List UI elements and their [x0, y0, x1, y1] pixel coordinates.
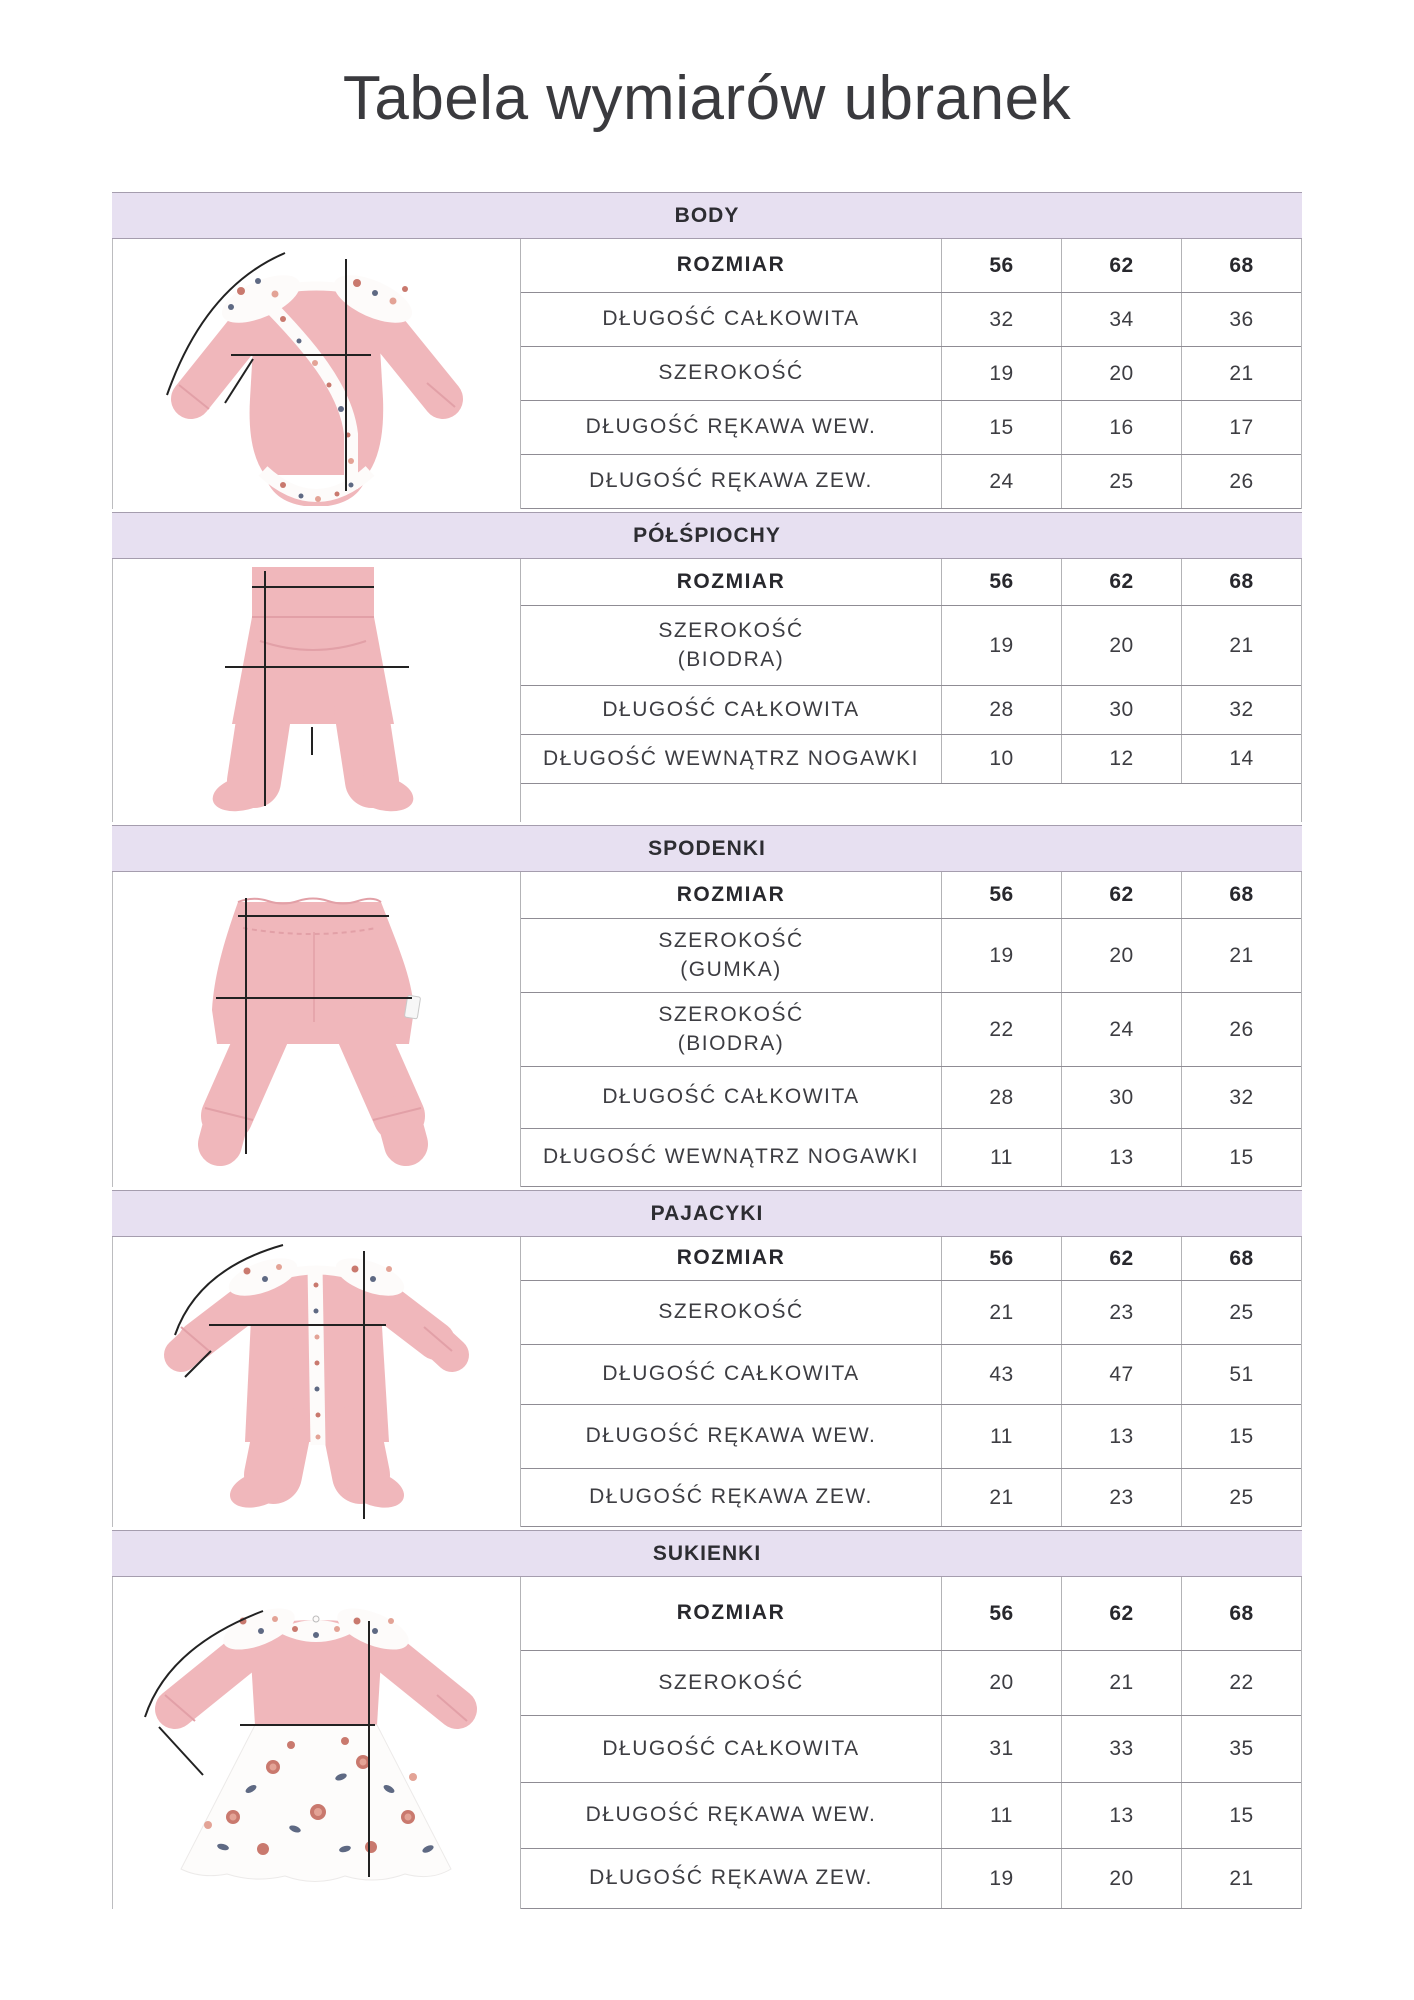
size-value: 62 [1061, 1237, 1181, 1280]
size-value: 56 [941, 1237, 1061, 1280]
measurement-label [521, 1783, 941, 1848]
size-value: 62 [1061, 559, 1181, 605]
measurement-label [521, 1129, 941, 1186]
table-row [521, 919, 1301, 993]
measurement-label [521, 993, 941, 1066]
measurements-table-spodenki [521, 872, 1301, 1187]
size-value: 13 [1061, 1783, 1181, 1848]
size-value: 23 [1061, 1469, 1181, 1526]
measurement-label [521, 919, 941, 992]
table-row [521, 1716, 1301, 1783]
size-value: 26 [1181, 455, 1301, 508]
size-value: 33 [1061, 1716, 1181, 1782]
measurement-label-subtext: (BIODRA) [677, 1031, 785, 1055]
measurements-table-polspiochy [521, 559, 1301, 822]
table-row [521, 1281, 1301, 1345]
table-row [521, 993, 1301, 1067]
table-row [521, 559, 1301, 606]
romper-illustration [113, 1237, 520, 1527]
measurement-label-text: DŁUGOŚĆ RĘKAWA WEW. [585, 415, 877, 439]
bodysuit-illustration [113, 239, 520, 509]
measurement-label-text: DŁUGOŚĆ RĘKAWA WEW. [585, 1424, 877, 1448]
product-photo-polspiochy [113, 559, 521, 822]
measurement-label-text: DŁUGOŚĆ WEWNĄTRZ NOGAWKI [543, 746, 919, 770]
measurement-label-text: ROZMIAR [676, 569, 786, 593]
table-row [521, 1783, 1301, 1849]
size-value: 24 [941, 455, 1061, 508]
size-value: 15 [941, 401, 1061, 454]
table-row [521, 1849, 1301, 1909]
size-value: 68 [1181, 872, 1301, 918]
size-value: 11 [941, 1129, 1061, 1186]
table-row [521, 401, 1301, 455]
size-value: 11 [941, 1783, 1061, 1848]
table-row [521, 1651, 1301, 1716]
size-value: 51 [1181, 1345, 1301, 1404]
measurement-label-text: SZEROKOŚĆ [658, 619, 804, 643]
footed-pants-illustration [113, 559, 520, 822]
size-value: 30 [1061, 1067, 1181, 1128]
measurement-label [521, 1469, 941, 1526]
dress-illustration [113, 1577, 520, 1909]
size-value: 28 [941, 1067, 1061, 1128]
page-title: Tabela wymiarów ubranek [342, 64, 1072, 133]
measurement-label-text: DŁUGOŚĆ RĘKAWA WEW. [585, 1803, 877, 1827]
measurement-label [521, 872, 941, 918]
size-value: 21 [1181, 919, 1301, 992]
table-row [521, 455, 1301, 509]
measurement-label-text: SZEROKOŚĆ [658, 929, 804, 953]
size-value: 15 [1181, 1783, 1301, 1848]
measurement-label-text: ROZMIAR [676, 1246, 786, 1270]
measurement-label-text: DŁUGOŚĆ RĘKAWA ZEW. [589, 469, 873, 493]
size-value: 32 [941, 293, 1061, 346]
section-spodenki [112, 825, 1302, 1187]
table-row [521, 735, 1301, 784]
size-value: 24 [1061, 993, 1181, 1066]
measurements-table-body [521, 239, 1301, 509]
size-value: 26 [1181, 993, 1301, 1066]
measurement-label-text: DŁUGOŚĆ CAŁKOWITA [602, 1085, 860, 1109]
measurement-label [521, 1345, 941, 1404]
section-title: SPODENKI [648, 836, 766, 860]
table-row [521, 1405, 1301, 1469]
section-header-polspiochy [112, 512, 1302, 559]
size-value: 36 [1181, 293, 1301, 346]
size-value: 20 [1061, 606, 1181, 685]
section-polspiochy [112, 512, 1302, 822]
measurement-label [521, 1849, 941, 1908]
size-value: 62 [1061, 239, 1181, 292]
section-header-body [112, 192, 1302, 239]
size-value: 68 [1181, 1577, 1301, 1650]
measurement-label-text: ROZMIAR [676, 1601, 786, 1625]
size-value: 20 [1061, 1849, 1181, 1908]
measurement-label [521, 1405, 941, 1468]
measurement-label [521, 1651, 941, 1715]
table-row [521, 686, 1301, 735]
section-content-polspiochy [112, 559, 1302, 822]
size-value: 30 [1061, 686, 1181, 734]
section-title: PÓŁŚPIOCHY [633, 523, 781, 547]
section-content-pajacyki [112, 1237, 1302, 1527]
section-header-spodenki [112, 825, 1302, 872]
size-value: 21 [941, 1469, 1061, 1526]
section-content-body [112, 239, 1302, 509]
table-row [521, 347, 1301, 401]
measurements-table-pajacyki [521, 1237, 1301, 1527]
size-value: 62 [1061, 1577, 1181, 1650]
table-row [521, 1345, 1301, 1405]
size-value: 15 [1181, 1129, 1301, 1186]
measurement-label-subtext: (GUMKA) [680, 957, 782, 981]
size-value: 15 [1181, 1405, 1301, 1468]
measurement-label [521, 686, 941, 734]
table-row [521, 293, 1301, 347]
section-title: BODY [674, 203, 740, 227]
measurement-label [521, 293, 941, 346]
size-value: 56 [941, 1577, 1061, 1650]
measurement-label [521, 735, 941, 783]
measurement-label-text: DŁUGOŚĆ CAŁKOWITA [602, 307, 860, 331]
measurement-label [521, 1067, 941, 1128]
measurement-label [521, 606, 941, 685]
size-value: 19 [941, 919, 1061, 992]
size-value: 19 [941, 606, 1061, 685]
size-value: 23 [1061, 1281, 1181, 1344]
size-value: 10 [941, 735, 1061, 783]
measurement-label-text: SZEROKOŚĆ [658, 1003, 804, 1027]
size-value: 21 [1181, 606, 1301, 685]
size-value: 56 [941, 872, 1061, 918]
measurement-label-text: SZEROKOŚĆ [658, 1670, 804, 1694]
section-body [112, 192, 1302, 509]
product-photo-sukienki [113, 1577, 521, 1909]
size-value: 22 [941, 993, 1061, 1066]
size-value: 19 [941, 347, 1061, 400]
product-photo-body [113, 239, 521, 509]
size-value: 25 [1181, 1281, 1301, 1344]
table-row [521, 872, 1301, 919]
size-value: 43 [941, 1345, 1061, 1404]
measurement-label [521, 1716, 941, 1782]
size-value: 21 [941, 1281, 1061, 1344]
measurement-label-text: DŁUGOŚĆ WEWNĄTRZ NOGAWKI [543, 1145, 919, 1169]
size-value: 17 [1181, 401, 1301, 454]
size-value: 16 [1061, 401, 1181, 454]
measurement-label-text: SZEROKOŚĆ [658, 361, 804, 385]
table-row [521, 606, 1301, 686]
size-value: 20 [1061, 347, 1181, 400]
size-value: 62 [1061, 872, 1181, 918]
measurement-label-text: ROZMIAR [676, 882, 786, 906]
product-photo-spodenki [113, 872, 521, 1187]
measurement-label-text: DŁUGOŚĆ CAŁKOWITA [602, 1362, 860, 1386]
section-pajacyki [112, 1190, 1302, 1527]
size-value: 68 [1181, 1237, 1301, 1280]
size-value: 19 [941, 1849, 1061, 1908]
harem-pants-illustration [113, 872, 520, 1187]
measurement-label-subtext: (BIODRA) [677, 647, 785, 671]
table-row [521, 239, 1301, 293]
table-row [521, 1469, 1301, 1527]
size-value: 28 [941, 686, 1061, 734]
section-title: SUKIENKI [652, 1541, 762, 1565]
size-value: 32 [1181, 686, 1301, 734]
size-value: 22 [1181, 1651, 1301, 1715]
size-value: 21 [1061, 1651, 1181, 1715]
size-value: 25 [1181, 1469, 1301, 1526]
measurements-table-sukienki [521, 1577, 1301, 1909]
measurement-label [521, 1577, 941, 1650]
table-row [521, 1577, 1301, 1651]
measurement-label-text: SZEROKOŚĆ [658, 1300, 804, 1324]
section-header-sukienki [112, 1530, 1302, 1577]
size-value: 25 [1061, 455, 1181, 508]
size-value: 35 [1181, 1716, 1301, 1782]
size-value: 47 [1061, 1345, 1181, 1404]
measurement-label [521, 347, 941, 400]
size-value: 21 [1181, 347, 1301, 400]
measurement-label-text: DŁUGOŚĆ RĘKAWA ZEW. [589, 1866, 873, 1890]
size-value: 11 [941, 1405, 1061, 1468]
measurement-label-text: DŁUGOŚĆ RĘKAWA ZEW. [589, 1485, 873, 1509]
measurement-label [521, 1281, 941, 1344]
measurement-label [521, 455, 941, 508]
section-sukienki [112, 1530, 1302, 1909]
measurement-label [521, 401, 941, 454]
size-value: 68 [1181, 559, 1301, 605]
size-chart [112, 192, 1302, 1909]
size-value: 14 [1181, 735, 1301, 783]
measurement-label [521, 559, 941, 605]
section-content-sukienki [112, 1577, 1302, 1909]
size-value: 13 [1061, 1405, 1181, 1468]
table-row [521, 1129, 1301, 1187]
size-value: 21 [1181, 1849, 1301, 1908]
size-value: 56 [941, 559, 1061, 605]
product-photo-pajacyki [113, 1237, 521, 1527]
size-value: 31 [941, 1716, 1061, 1782]
size-value: 12 [1061, 735, 1181, 783]
size-value: 34 [1061, 293, 1181, 346]
size-value: 20 [941, 1651, 1061, 1715]
section-content-spodenki [112, 872, 1302, 1187]
size-value: 32 [1181, 1067, 1301, 1128]
table-row [521, 1067, 1301, 1129]
size-value: 20 [1061, 919, 1181, 992]
size-value: 13 [1061, 1129, 1181, 1186]
measurement-label [521, 239, 941, 292]
measurement-label-text: DŁUGOŚĆ CAŁKOWITA [602, 1736, 860, 1760]
measurement-label-text: ROZMIAR [676, 253, 786, 277]
section-header-pajacyki [112, 1190, 1302, 1237]
measurement-label [521, 1237, 941, 1280]
size-value: 56 [941, 239, 1061, 292]
measurement-label-text: DŁUGOŚĆ CAŁKOWITA [602, 697, 860, 721]
table-row [521, 1237, 1301, 1281]
size-value: 68 [1181, 239, 1301, 292]
section-title: PAJACYKI [650, 1201, 764, 1225]
